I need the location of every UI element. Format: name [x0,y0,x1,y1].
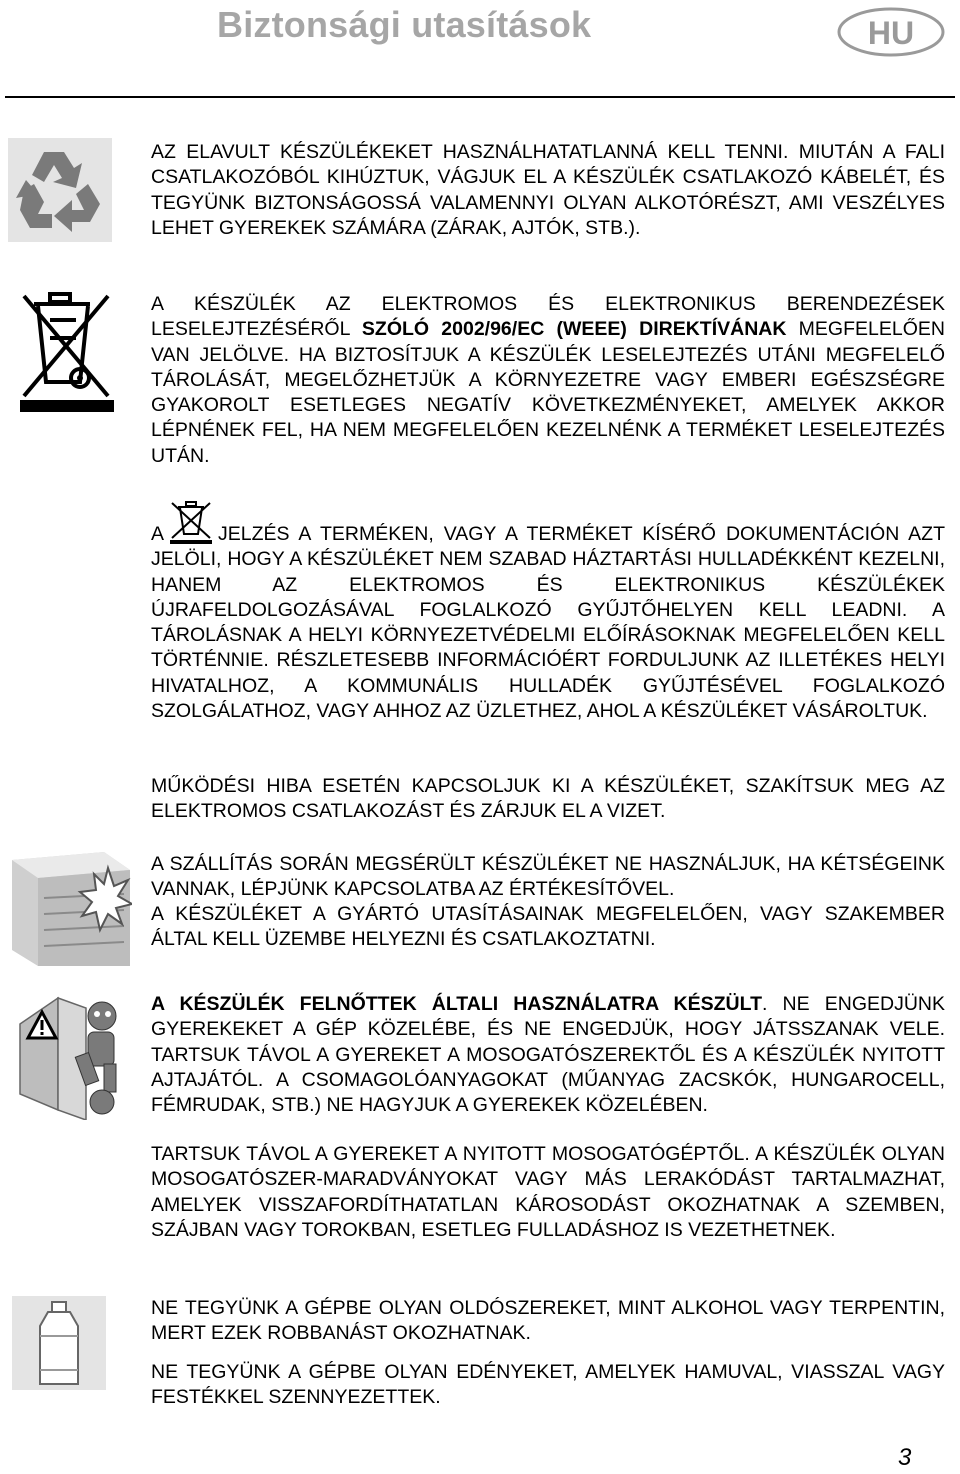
paragraph-weee-directive [151,292,945,469]
weee-bin-small-icon [168,500,214,546]
paragraph-installation: A KÉSZÜLÉKET A GYÁRTÓ UTASÍTÁSAINAK MEGFELELŐEN, VAGY SZAKEMBER ÁLTAL KELL ÜZEMBE HELYEZNI ÉS CSATLAKOZTATNI. [151,903,945,951]
damaged-appliance-icon [8,850,132,968]
symbol-text-b: JELZÉS A TERMÉKEN, VAGY A TERMÉKET KÍSÉRŐ DOKUMENTÁCIÓN AZT JELÖLI, HOGY A KÉSZÜLÉKET NEM SZABAD HÁZTARTÁSI HULLADÉKKÉNT KEZELNI, HANEM AZ ELEKTROMOS ÉS ELEKTRONIKUS KÉSZÜLÉKEK ÚJRAFELDOLGOZÁSÁVAL FOGLALKOZÓ GYŰJTŐHELYEN KELL LEADNI. A TÁROLÁSNAK A HELYI KÖRNYEZETVÉDELMI ELŐÍRÁSOKNAK MEGFELELŐEN KELL TÖRTÉNNIE. RÉSZLETESEBB INFORMÁCIÓÉRT FORDULJUNK AZ ILLETÉKES HELYI HIVATALHOZ, A KOMMUNÁLIS HULLADÉK GYŰJTÉSÉVEL FOGLALKOZÓ SZOLGÁLATHOZ, VAGY AHHOZ AZ ÜZLETHEZ, AHOL A KÉSZÜLÉKET VÁSÁROLTUK. [151,523,945,723]
child-warning-icon [14,994,126,1120]
page-title: Biztonsági utasítások [217,4,592,45]
paragraph-solvents: NE TEGYÜNK A GÉPBE OLYAN OLDÓSZEREKET, MINT ALKOHOL VAGY TERPENTIN, MERT EZEK ROBBANÁST OKOZHATNAK. [151,1297,945,1345]
weee-text-b: MEGFELELŐEN VAN JELÖLVE. HA BIZTOSÍTJUK A KÉSZÜLÉK LESELEJTEZÉS UTÁNI MEGFELELŐ TÁROLÁSÁT, MEGELŐZHETJÜK A KÖRNYEZETRE VAGY EMBERI EGÉSZSÉGRE GYAKOROLT ESETLEGES NEGATÍV KÖVETKEZMÉNYEKET, AMELYEK AKKOR LÉPNÉNEK FEL, HA NEM MEGFELELŐEN KEZELNÉNK A TERMÉKET LESELEJTEZÉS UTÁN. [151,318,945,467]
symbol-text-a: A [151,523,165,545]
language-badge-label: HU [867,15,915,51]
solvent-bottle-icon [12,1296,106,1390]
weee-text-bold: SZÓLÓ 2002/96/EC (WEEE) DIREKTÍVÁNAK [361,318,787,341]
paragraph-dirty-dishes: NE TEGYÜNK A GÉPBE OLYAN EDÉNYEKET, AMELYEK HAMUVAL, VIASSZAL VAGY FESTÉKKEL SZENNYEZETTEK. [151,1361,945,1409]
paragraph-symbol-meaning [151,520,945,724]
paragraph-adult-use [151,992,945,1118]
header-divider [5,96,955,98]
adult-use-rest: . NE ENGEDJÜNK GYEREKEKET A GÉP KÖZELÉBE, ÉS NE ENGEDJÜK, HOGY JÁTSSZANAK VELE. TARTSUK TÁVOL A GYEREKET A MOSOGATÓSZEREKTŐL ÉS A KÉSZÜLÉK NYITOTT AJTAJÁTÓL. A CSOMAGOLÓANYAGOKAT (MŰANYAG ZACSKÓK, HUNGAROCELL, FÉMRUDAK, STB.) NE HAGYJUK A GYEREKEK KÖZELÉBEN. [151,993,946,1117]
paragraph-obsolete-appliances: AZ ELAVULT KÉSZÜLÉKEKET HASZNÁLHATATLANNÁ KELL TENNI. MIUTÁN A FALI CSATLAKOZÓBÓL KIHÚZTUK, VÁGJUK EL A KÉSZÜLÉK CSATLAKOZÓ KÁBELÉT, ÉS TEGYÜNK BIZTONSÁGOSSÁ VALAMENNYI OLYAN ALKOTÓRÉSZT, AMI VESZÉLYES LEHET GYEREKEK SZÁMÁRA (ZÁRAK, AJTÓK, STB.). [151,141,945,239]
paragraph-transport-damage: A SZÁLLÍTÁS SORÁN MEGSÉRÜLT KÉSZÜLÉKET NE HASZNÁLJUK, HA KÉTSÉGEINK VANNAK, LÉPJÜNK KAPCSOLATBA AZ ÉRTÉKESÍTŐVEL. [151,853,945,901]
recycle-icon [8,138,112,242]
paragraph-malfunction: MŰKÖDÉSI HIBA ESETÉN KAPCSOLJUK KI A KÉSZÜLÉKET, SZAKÍTSUK MEG AZ ELEKTROMOS CSATLAKOZÁST ÉS ZÁRJUK EL A VIZET. [151,775,945,823]
weee-text-a: A KÉSZÜLÉK AZ ELEKTROMOS ÉS ELEKTRONIKUS BERENDEZÉSEK LESELEJTEZÉSÉRŐL [151,293,945,341]
page-number: 3 [898,1444,912,1471]
paragraph-keep-away: TARTSUK TÁVOL A GYEREKET A NYITOTT MOSOGATÓGÉPTŐL. A KÉSZÜLÉK OLYAN MOSOGATÓSZER-MARADVÁNYOKAT VAGY MÁS LERAKÓDÁST TARTALMAZHAT, AMELYEK VISSZAFORDÍTHATATLAN KÁROSODÁST OKOZHATNAK A SZEMBEN, SZÁJBAN VAGY TOROKBAN, ESETLEG FULLADÁSHOZ IS VEZETHETNEK. [151,1143,945,1241]
language-badge-icon [836,6,946,58]
adult-use-bold: A KÉSZÜLÉK FELNŐTTEK ÁLTALI HASZNÁLATRA KÉSZÜLT [151,993,763,1015]
weee-bin-icon [20,290,114,412]
